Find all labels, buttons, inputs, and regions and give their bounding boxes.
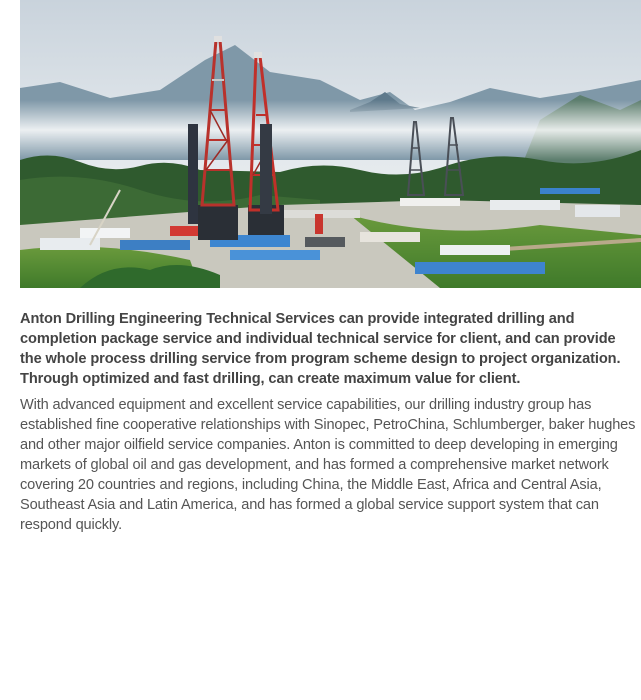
article-lead: Anton Drilling Engineering Technical Services can provide integrated drilling and completion package service and individual technical service for client, and can provide the whole process drilling service from program scheme design to project organization. Through optimized and fast drilling, can create maximum value for client.	[20, 311, 621, 387]
drilling-site-illustration	[20, 0, 641, 288]
hero-image	[20, 0, 641, 288]
mist	[20, 100, 641, 160]
article	[20, 309, 638, 535]
article-body: With advanced equipment and excellent service capabilities, our drilling industry group has established fine cooperative relationships with Sinopec, PetroChina, Schlumberger, baker hughes and other major oilfield service companies. Anton is committed to deep developing in emerging markets of global oil and gas development, and has formed a comprehensive market network covering 20 countries and regions, including China, the Middle East, Africa and Central Asia, Southeast Asia and Latin America, and has formed a global service support system that can respond quickly.	[20, 397, 636, 533]
